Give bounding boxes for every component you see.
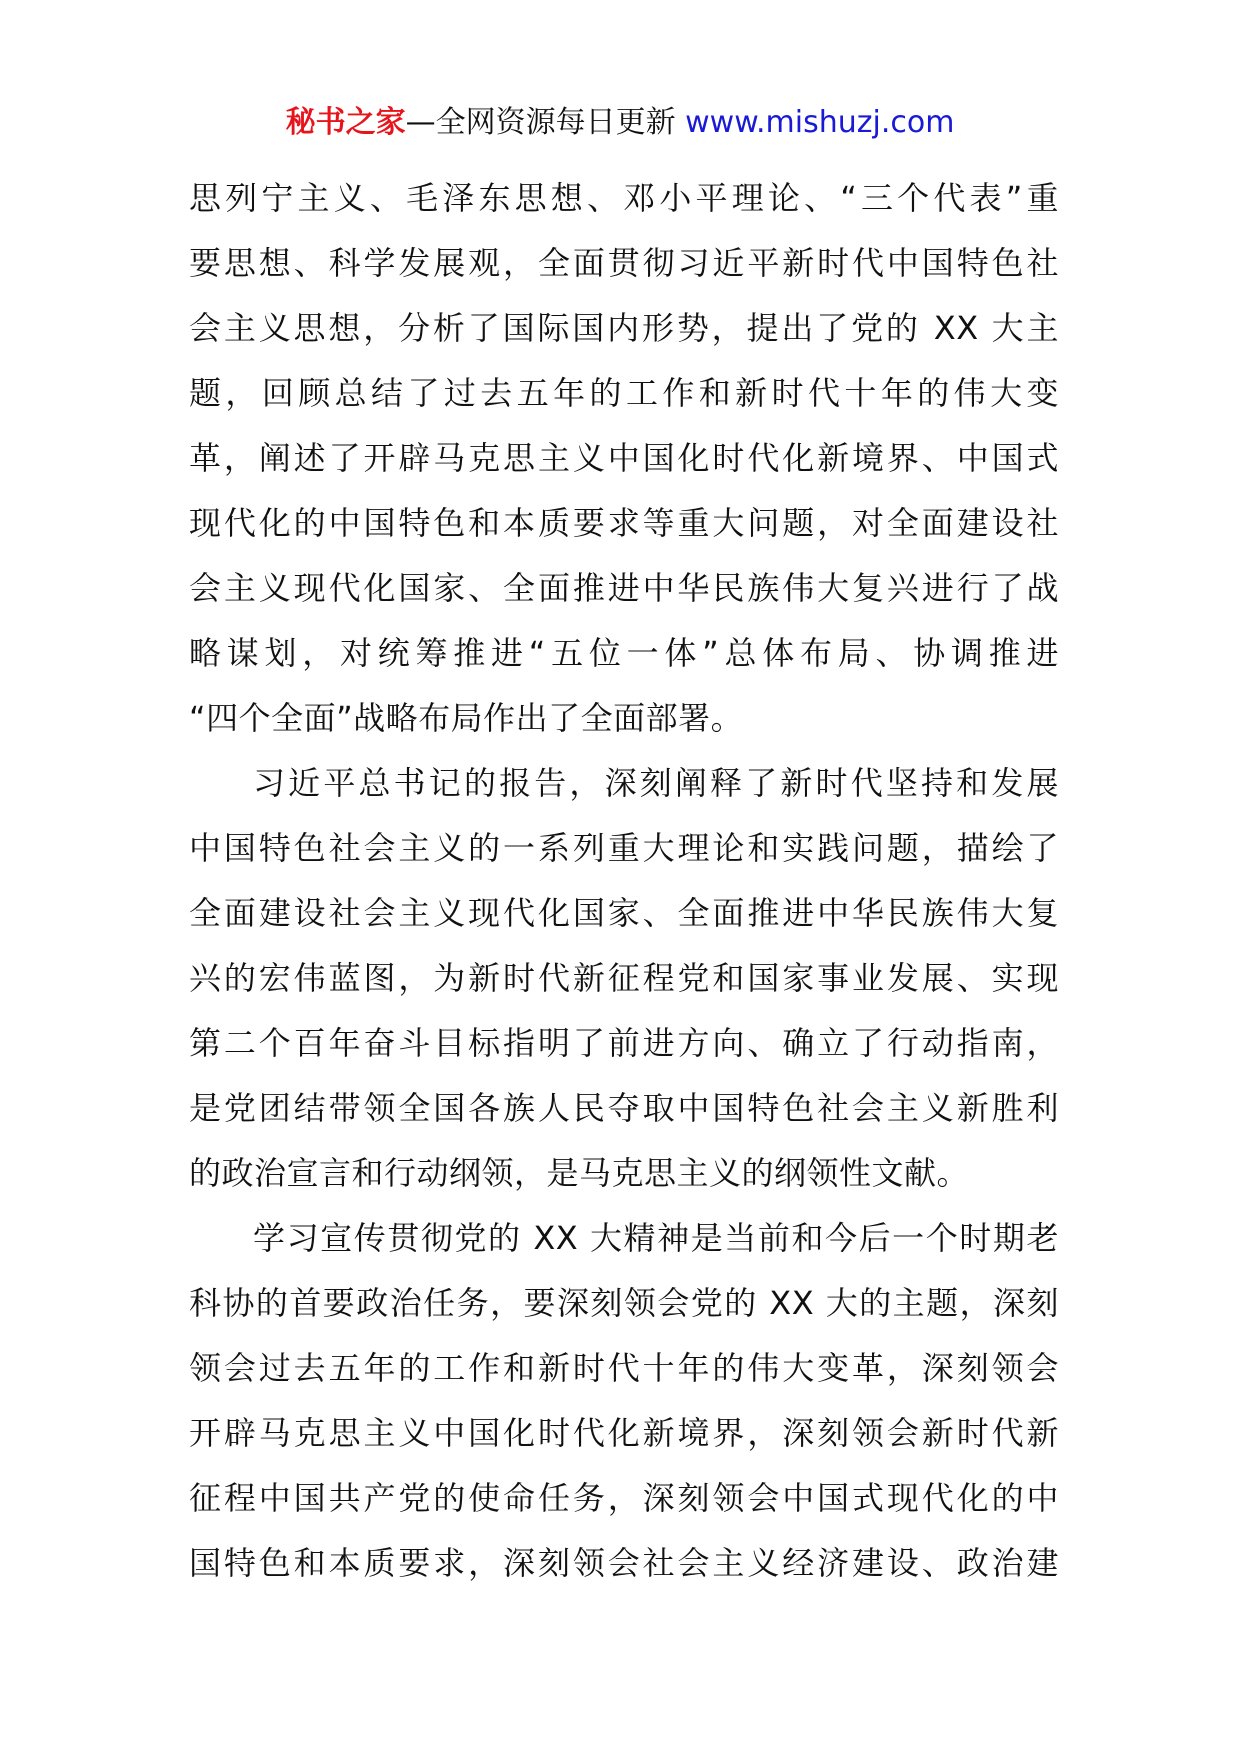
text-line: 全面建设社会主义现代化国家、全面推进中华民族伟大复 xyxy=(189,894,1059,932)
text-line: 征程中国共产党的使命任务，深刻领会中国式现代化的中 xyxy=(189,1479,1059,1517)
text-line: 思列宁主义、毛泽东思想、邓小平理论、“三个代表”重 xyxy=(189,179,1059,217)
paragraph xyxy=(189,1206,1059,1596)
text-line: 学习宣传贯彻党的 XX 大精神是当前和今后一个时期老 xyxy=(253,1219,1059,1257)
text-line: 的政治宣言和行动纲领，是马克思主义的纲领性文献。 xyxy=(189,1154,970,1192)
document-body xyxy=(189,166,1059,1596)
site-url-link[interactable]: www.mishuzj.com xyxy=(685,105,955,140)
text-line: 会主义思想，分析了国际国内形势，提出了党的 XX 大主 xyxy=(189,309,1059,347)
text-line: 是党团结带领全国各族人民夺取中国特色社会主义新胜利 xyxy=(189,1089,1059,1127)
brand-name: 秘书之家 xyxy=(285,105,406,140)
text-line: 中国特色社会主义的一系列重大理论和实践问题，描绘了 xyxy=(189,829,1059,867)
text-line: 科协的首要政治任务，要深刻领会党的 XX 大的主题，深刻 xyxy=(189,1284,1059,1322)
text-line: 略谋划，对统筹推进“五位一体”总体布局、协调推进 xyxy=(189,634,1059,672)
text-line: 开辟马克思主义中国化时代化新境界，深刻领会新时代新 xyxy=(189,1414,1059,1452)
text-line: 兴的宏伟蓝图，为新时代新征程党和国家事业发展、实现 xyxy=(189,959,1059,997)
text-line: 题，回顾总结了过去五年的工作和新时代十年的伟大变 xyxy=(189,374,1059,412)
header-tagline: —全网资源每日更新 xyxy=(405,105,676,140)
text-line: 会主义现代化国家、全面推进中华民族伟大复兴进行了战 xyxy=(189,569,1059,607)
text-line: “四个全面”战略布局作出了全面部署。 xyxy=(189,699,744,737)
text-line: 第二个百年奋斗目标指明了前进方向、确立了行动指南， xyxy=(189,1024,1059,1062)
paragraph xyxy=(189,751,1059,1206)
text-line: 习近平总书记的报告，深刻阐释了新时代坚持和发展 xyxy=(253,764,1059,802)
text-line: 要思想、科学发展观，全面贯彻习近平新时代中国特色社 xyxy=(189,244,1059,282)
text-line: 革，阐述了开辟马克思主义中国化时代化新境界、中国式 xyxy=(189,439,1059,477)
text-line: 领会过去五年的工作和新时代十年的伟大变革，深刻领会 xyxy=(189,1349,1059,1387)
page-header xyxy=(0,100,1240,146)
text-line: 国特色和本质要求，深刻领会社会主义经济建设、政治建 xyxy=(189,1544,1059,1582)
paragraph xyxy=(189,166,1059,751)
text-line: 现代化的中国特色和本质要求等重大问题，对全面建设社 xyxy=(189,504,1059,542)
